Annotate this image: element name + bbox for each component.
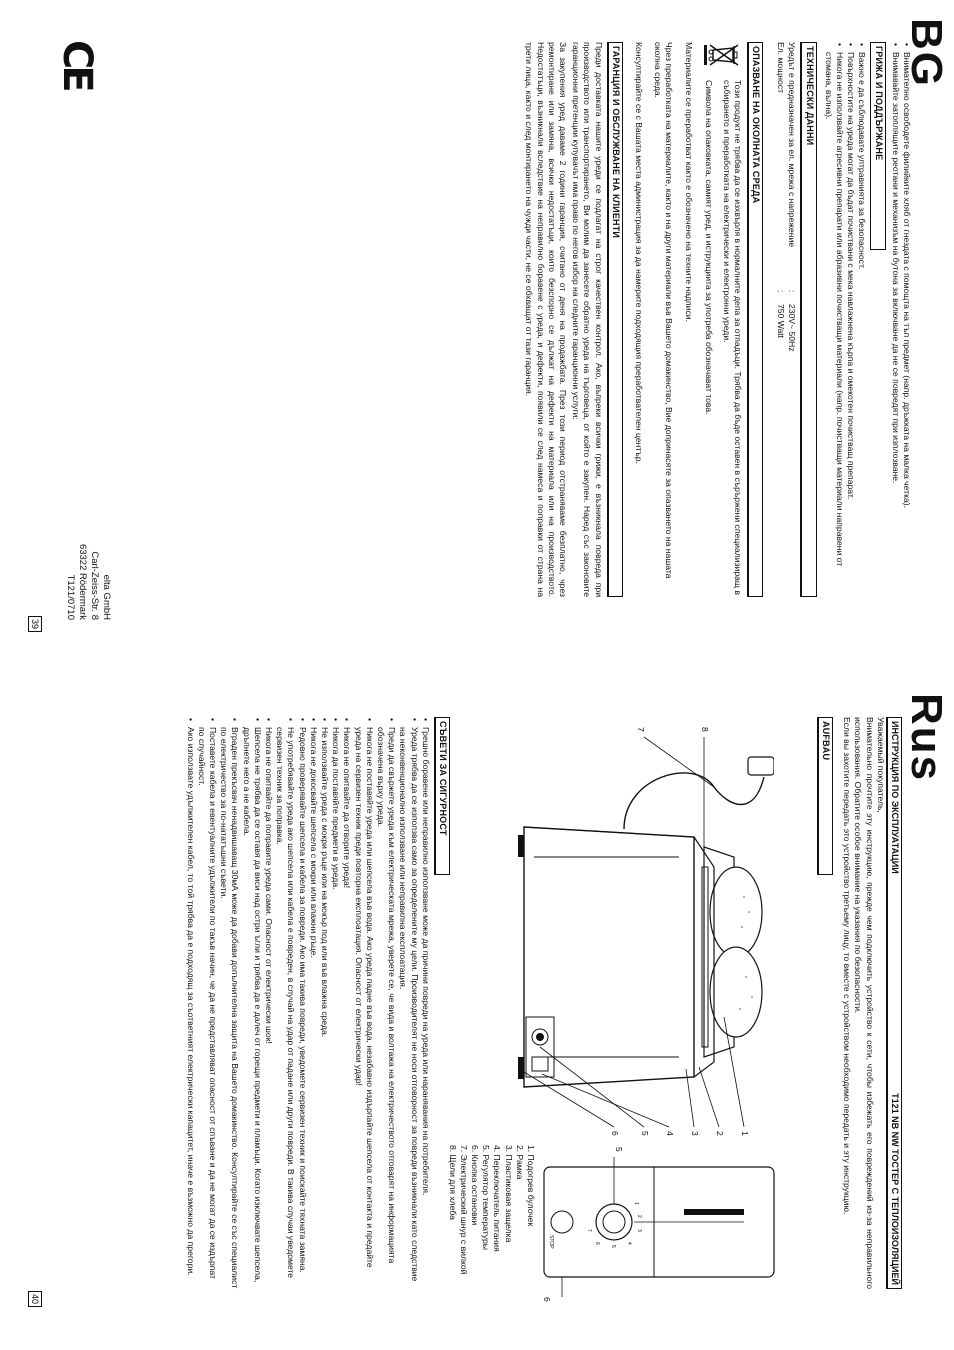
section-safety-title: СЪВЕТИ ЗА СИГУРНОСТ — [434, 717, 450, 875]
warranty-text: Преди доставката нашите уреди се подлагат на строг качествен контрол. Ако, въпреки всички грижи, е възникнала повреда при производството или транспортирането, Ви молим да занесете обратно уреда на търговеца, от който е закупен. Наред със законовите гаранционни претенции купувачът има право по негов избор на следните гаранционни услуги: — [571, 42, 604, 597]
section-env-title: ОПАЗВАНЕ НА ОКОЛНАТА СРЕДА — [747, 42, 763, 597]
list-item: • Внимавайте затоплящите реотани и механизъм на бутона за включване да не се повредят при изплозване. — [890, 42, 901, 597]
list-item: 6. Кнопка остановки — [469, 1145, 480, 1226]
callout-4: 4 — [665, 1131, 675, 1136]
list-item: • Вграден прекъсвач ненадвишаващ 30мА може да добави допълнителна защита на Вашето домакинство. Консултирайте се със специалист по електричество за по-нататъшни съвети. — [218, 717, 240, 1289]
section-warranty-title: ГАРАНЦИЯ И ОБСЛУЖВАНЕ НА КЛИЕНТИ — [607, 42, 623, 597]
parts-legend — [446, 1145, 536, 1305]
toaster-illustration — [454, 717, 774, 1147]
page-40 — [0, 675, 954, 1350]
stop-label: STOP — [548, 1235, 554, 1249]
list-item: • Не употребявайте уреда ако шепсела или кабела е повреден, в случай на удар от падане или други повреди. В такива случаи уведомете сервизен техник за поправка. — [274, 717, 296, 1289]
list-item: • Шепсела не трябва да се оставя да виси над остри ъгли и трябва да е далеч от горещи предмети и пламъци. Когато изключвате шепсела, дръпнете него а не кабела. — [240, 717, 262, 1289]
list-item: • Никога да поставяйте предмети в уреда. — [330, 717, 341, 1289]
list-item: 8. Щели для хлеба — [447, 1145, 458, 1220]
section-aufbau-title: AUFBAU — [817, 717, 833, 875]
intro-text: Уважаемый покупатель, Внимательно прочтите эту инструкцию, прежде чем подключить устройство к сети, чтобы избежать его повреждений из-за неправильного использования. Обратите особое внимание на указания по безопасности. Если вы захотите передать это устройство третьему лицу, то вместе с устройством необходимо передать и эту инструкцию. — [842, 717, 886, 1289]
list-item: 1. Подогрев булочек — [526, 1145, 536, 1227]
list-item: • Внимателно освободете филийките хляб от гнездата с помощта на тъп предмет (напр. дръжката на малка четка). — [901, 42, 912, 597]
callout-7: 7 — [636, 727, 646, 732]
section-care-title: ГРИЖА И ПОДДЪРЖАНЕ — [870, 42, 885, 250]
page-number: 39 — [28, 616, 42, 632]
list-item: • Поставете кабела и евентуалните удължители по такъв начин, че да не представляват опасност от спъване и да не могат да се издърпат по случайност. — [196, 717, 218, 1289]
page-40-content — [0, 675, 954, 1350]
list-item: • Никога не опитвайте да поправите уреда сами. Опасност от електрически шок! — [263, 717, 274, 1289]
language-heading: Rus — [902, 693, 951, 783]
safety-section — [184, 717, 454, 1289]
ce-mark: CE — [54, 40, 100, 89]
list-item: 4. Переключатель питания — [492, 1145, 503, 1252]
panel-callout-5: 5 — [614, 1147, 624, 1152]
list-item: • Преди да свържете уреда към електрическата мрежа, уверете се, че вида и волтажа на електричеството отговарят на информацията обозначена върху уреда. — [375, 717, 397, 1289]
list-item: • Никога не докосвайте шепсела с мокри или влажни ръце. — [308, 717, 319, 1289]
list-item: • Редовно проверявайте шепсела и кабела за повреди. Ако има такива повреди, уведомете сервизен техник и поискайте тяхната замяна. — [296, 717, 307, 1289]
callout-6: 6 — [610, 1131, 620, 1136]
list-item: • Важно е да съблюдавате ултравнията за безопасност. — [856, 42, 867, 597]
callout-3: 3 — [690, 1131, 700, 1136]
list-item: • Никога не поставяйте уреда или шепсела във вода. Ако уреда падне във вода, незабавно издърпайте шепсела от контакта и предайте уреда на сервизен техник преди повторна експлоатация. Опасност от електрически удар! — [352, 717, 374, 1289]
safety-bullets — [184, 717, 430, 1289]
env-text: Чрез преработката на материалите, както и на други материали във Вашето домакинство, Вие допринасяте за опазването на нашата околна среда. — [653, 42, 675, 579]
callout-1: 1 — [740, 1131, 750, 1136]
list-item: 5. Регулятор температуры — [481, 1145, 492, 1250]
list-item: 3. Пластиковая защелка — [503, 1145, 514, 1243]
list-item: • Грешно боравене или неправилно използване може да причини повреди на уреда или наранявания на потребителя. — [420, 717, 431, 1289]
product-title: T121 NB NW ТОСТЕР С ТЕПЛОИЗОЛЯЦИЕЙ — [890, 1093, 900, 1285]
list-item: • Уреда трябва да се използва само за определените му цели. Производителят не носи отговорност за повреди възникнали като следствие на неконвенционално използване или неправилна експлоатация. — [397, 717, 419, 1289]
tech-row: Ел. мощност : 750 Watt — [776, 42, 787, 339]
callout-2: 2 — [715, 1131, 725, 1136]
list-item: 7. Электрический шнур с вилкой — [458, 1145, 469, 1275]
env-text: Консултирайте се с Вашата места администрация за да намерите подходящия преработвателен център. — [633, 42, 644, 464]
list-item: • Никога не използвайте агресивни препарати или абразивни почистващи материали (напр. почистващи материали направени от стомана, вълна). — [823, 42, 845, 597]
intro-bullets — [890, 42, 912, 597]
manufacturer-address: elta GmbH Carl-Zeiss-Str. 8 63322 Rödermark T121/0710 — [65, 543, 112, 620]
manual-title: ИНСТРУКЦИЯ ПО ЭКСПЛУАТАЦИИ — [890, 721, 900, 874]
list-item: • Повърхностите на уреда могат да бъдат почиствани с мека навлажнена кърпа и омекотен почистващ препарат. — [845, 42, 856, 597]
panel-callout-6: 6 — [542, 1297, 552, 1302]
page-number: 40 — [28, 1291, 42, 1307]
tech-row: Уредът е предназначен за ел. мрежа с напрежение : 230V~ 50Hz — [787, 42, 798, 352]
callout-8: 8 — [700, 727, 710, 732]
list-item: • Никога не опитвайте да отворите уреда! — [341, 717, 352, 1289]
section-tech-title: ТЕХНИЧЕСКИ ДАННИ — [800, 42, 816, 597]
crossed-bin-icon — [700, 42, 743, 70]
document-title-bar — [886, 717, 902, 1289]
care-bullets — [823, 42, 868, 597]
callout-5: 5 — [640, 1131, 650, 1136]
env-text: Материалите се преработват както е обозначено на техните надписи. — [683, 42, 694, 322]
list-item: • Ако използвате удължителен кабел, то той трябва да е подходящ за съответният електрически капацитет, иначе е възможно да прегори. — [184, 717, 195, 1289]
weee-notice: Този продукт не трябва да се изхвърля в нормалните депа за отпадъци. Трябва да бъде оставен в сърържени специализиращ в събирането и преработката на електрически и електронни уреди. Символа на опаковката, самият уред, и иструкциита за употреба обозначават това. — [700, 42, 743, 597]
language-heading: BG — [902, 18, 951, 88]
list-item: 2. Рамка — [514, 1145, 525, 1180]
warranty-text: За закупения уред даваме 2 години гаранция, считано от деня на продажбата. През този период отстраняваме безплатно, чрез ремонтиране или замяна, всички недостатъци, които безспорно се дължат на дефекти на материала или на производството. Недостатъци, възникнали вследствие на неправилно боравене с уреда, и дефекти, появили се след намеса и поправки от страна на трети лица, както и след монтирането на чужди части, не се обхващат от тази гаранция. — [524, 42, 568, 597]
list-item: • Не използвайте уреда с мокри ръце или на мокър под или във влажна среда. — [319, 717, 330, 1289]
control-panel-detail: 5 6 1 2 3 4 5 6 7 STOP — [534, 1147, 784, 1307]
